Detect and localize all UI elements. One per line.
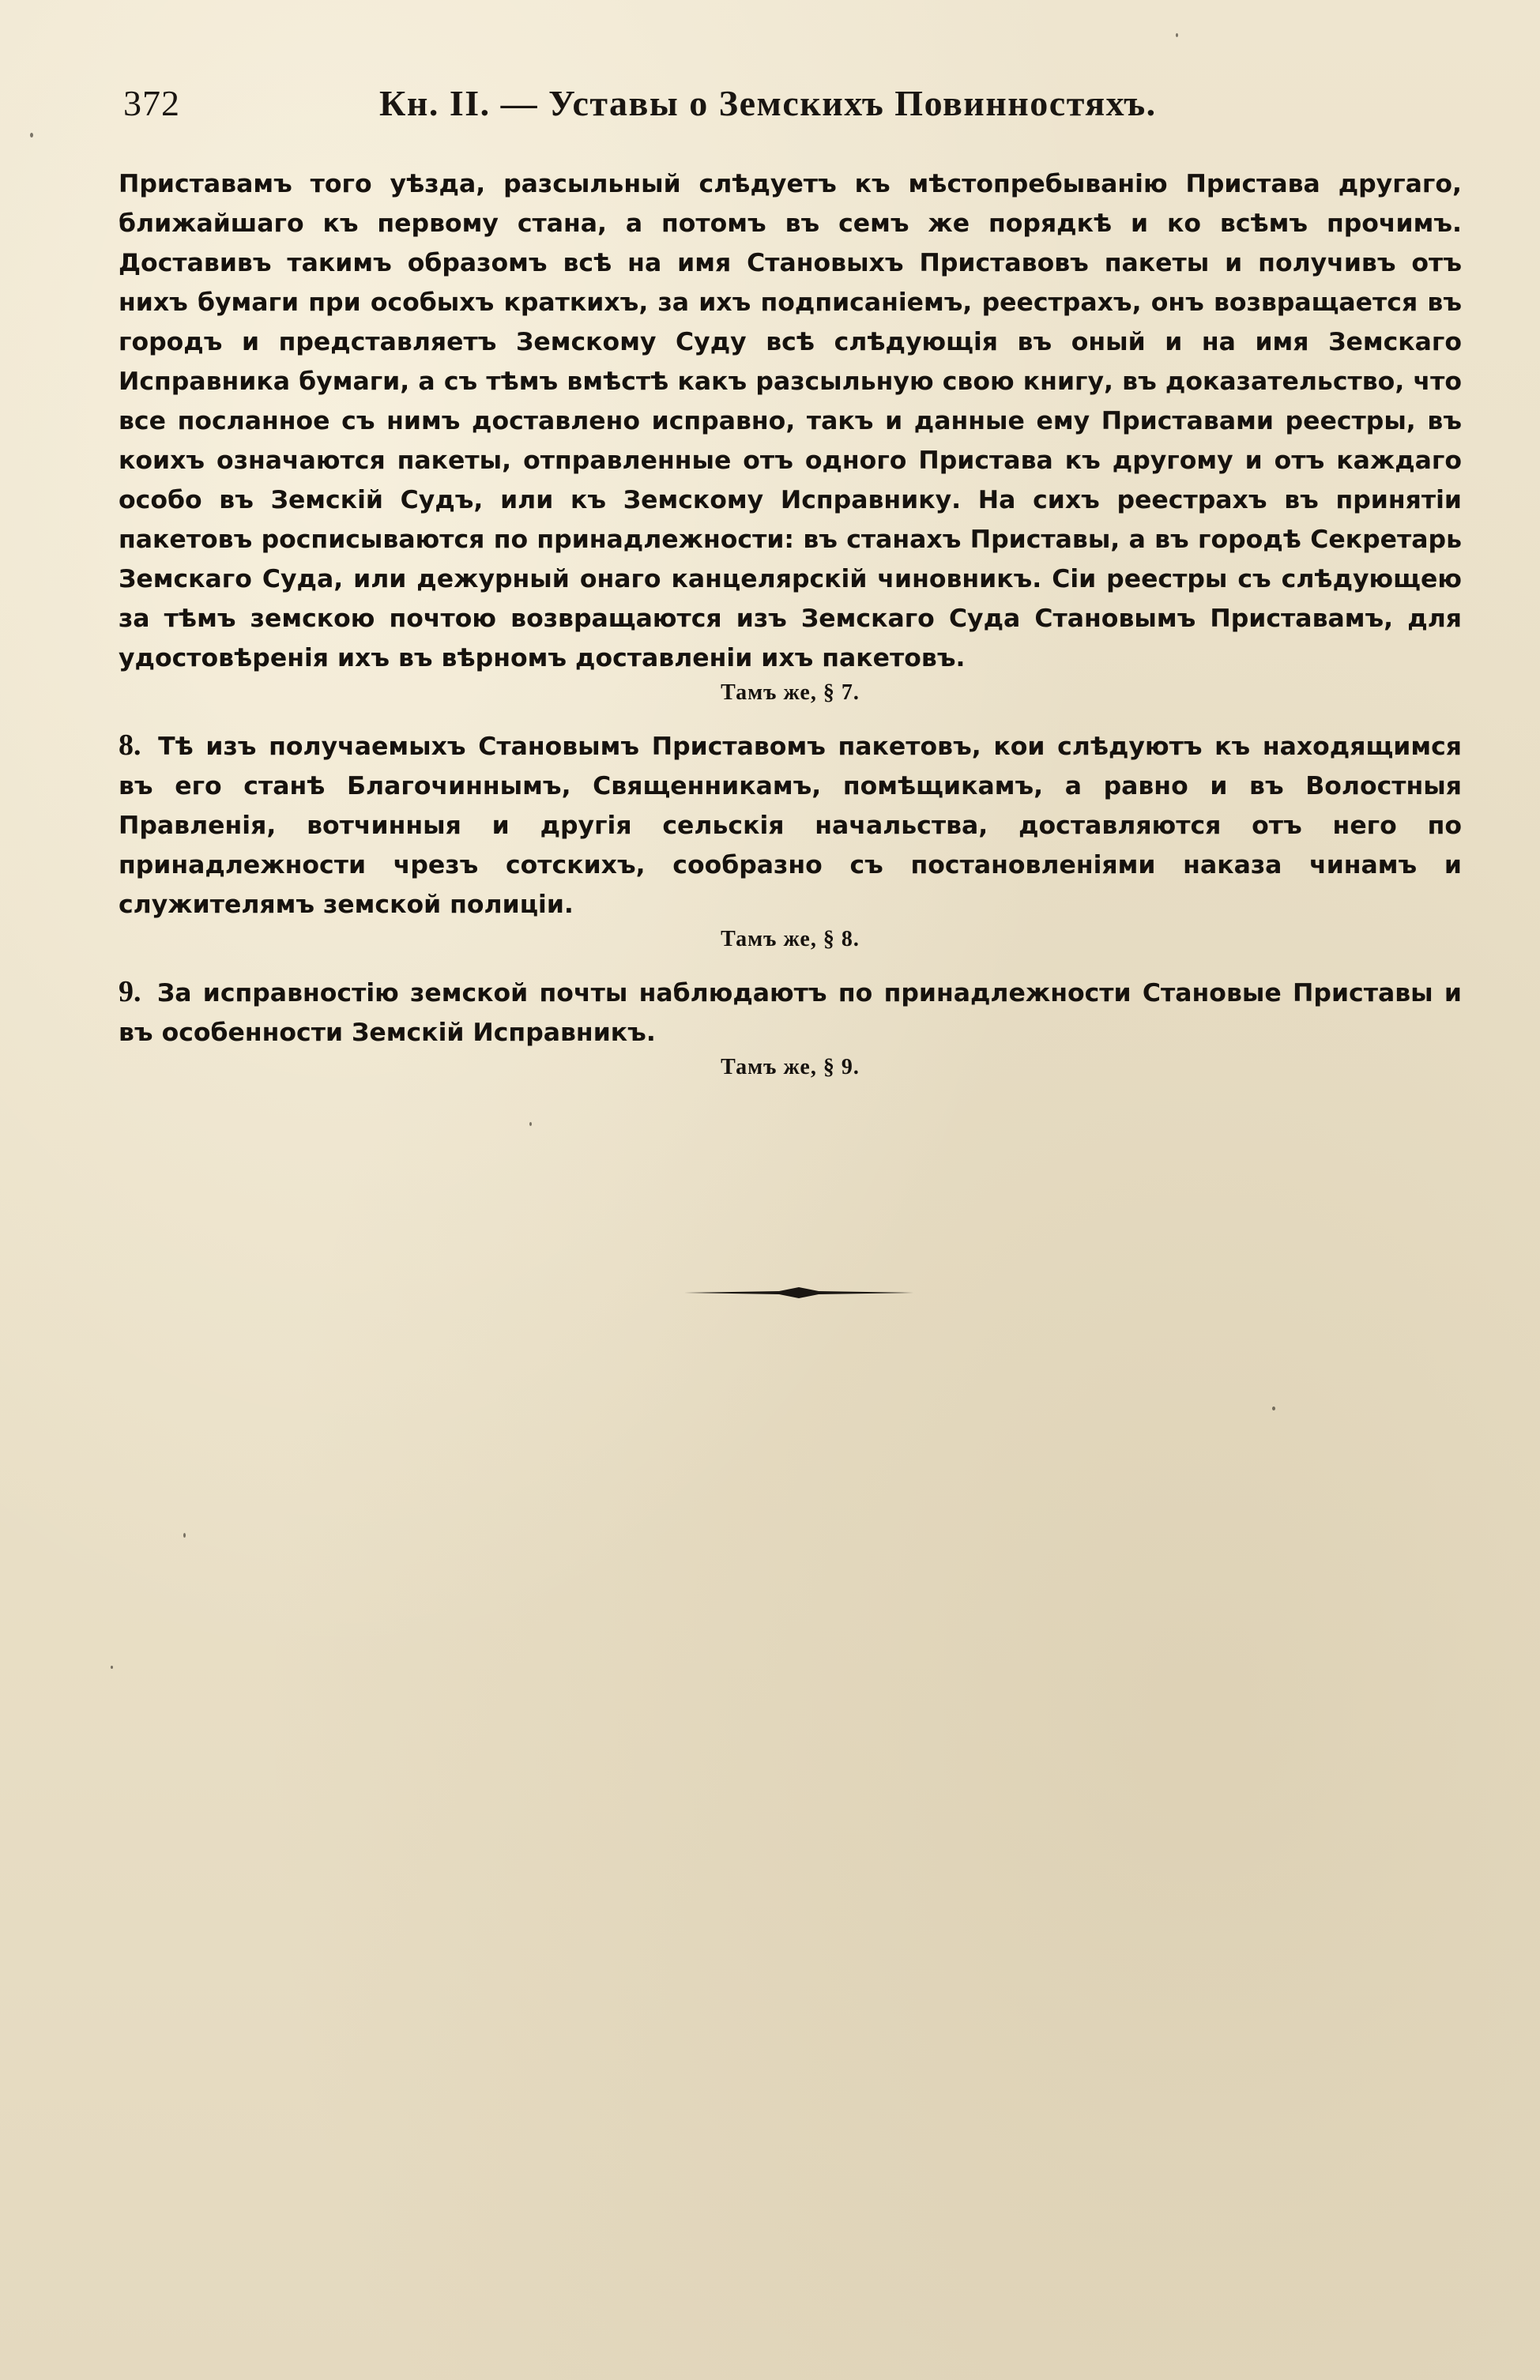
source-reference-7: Тамъ же, § 7. (721, 680, 860, 705)
article-number-8: 8. (119, 729, 141, 762)
paper-speck (1272, 1407, 1275, 1410)
paper-speck (529, 1122, 532, 1126)
paper-speck (30, 133, 33, 137)
article-9 (119, 972, 1462, 1053)
body-text (119, 164, 1462, 1083)
source-reference-9: Тамъ же, § 9. (721, 1055, 860, 1079)
paper-speck (1176, 33, 1178, 37)
paper-speck (183, 1533, 186, 1538)
article-8 (119, 725, 1462, 925)
article-number-9: 9. (119, 975, 141, 1008)
paragraph-continued: Приставамъ того уѣзда, разсыльный слѣдуетъ къ мѣстопребыванію Пристава другаго, ближайшаго къ первому стана, а потомъ въ семъ же порядкѣ и ко всѣмъ прочимъ. Доставивъ такимъ образомъ всѣ на имя Становыхъ Приставовъ пакеты и получивъ отъ нихъ бумаги при особыхъ краткихъ, за ихъ подписаніемъ, реестрахъ, онъ возвращается въ городъ и представляетъ Земскому Суду всѣ слѣдующія въ оный и на имя Земскаго Исправника бумаги, а съ тѣмъ вмѣстѣ какъ разсыльную свою книгу, въ доказательство, что все посланное съ нимъ доставлено исправно, такъ и данные ему Приставами реестры, въ коихъ означаются пакеты, отправленные отъ одного Пристава къ другому и отъ каждаго особо въ Земскій Судъ, или къ Земскому Исправнику. На сихъ реестрахъ въ принятіи пакетовъ росписываются по принадлежности: въ станахъ Приставы, а въ городѣ Секретарь Земскаго Суда, или дежурный онаго канцелярскій чиновникъ. Сіи реестры съ слѣдующею за тѣмъ земскою почтою возвращаются изъ Земскаго Суда Становымъ Приставамъ, для удостовѣренія ихъ въ вѣрномъ доставленіи ихъ пакетовъ. (119, 170, 1462, 672)
section-end-ornament-icon (684, 1286, 913, 1299)
running-title: Кн. II. — Уставы о Земскихъ Повинностяхъ. (379, 83, 1157, 123)
paper-speck (111, 1666, 113, 1669)
article-8-text: Тѣ изъ получаемыхъ Становымъ Приставомъ пакетовъ, кои слѣдуютъ къ находящимся въ его станѣ Благочиннымъ, Священникамъ, помѣщикамъ, а равно и въ Волостныя Правленія, вотчинныя и другія сельскія начальства, доставляются отъ него по принадлежности чрезъ сотскихъ, сообразно съ постановленіями наказа чинамъ и служителямъ земской полиціи. (119, 732, 1463, 919)
article-9-text: За исправностію земской почты наблюдаютъ по принадлежности Становые Приставы и въ особенности Земскій Исправникъ. (119, 979, 1462, 1047)
running-head (119, 76, 1462, 139)
page-number: 372 (123, 83, 180, 123)
source-reference-8: Тамъ же, § 8. (721, 927, 860, 951)
book-page (119, 76, 1462, 1100)
